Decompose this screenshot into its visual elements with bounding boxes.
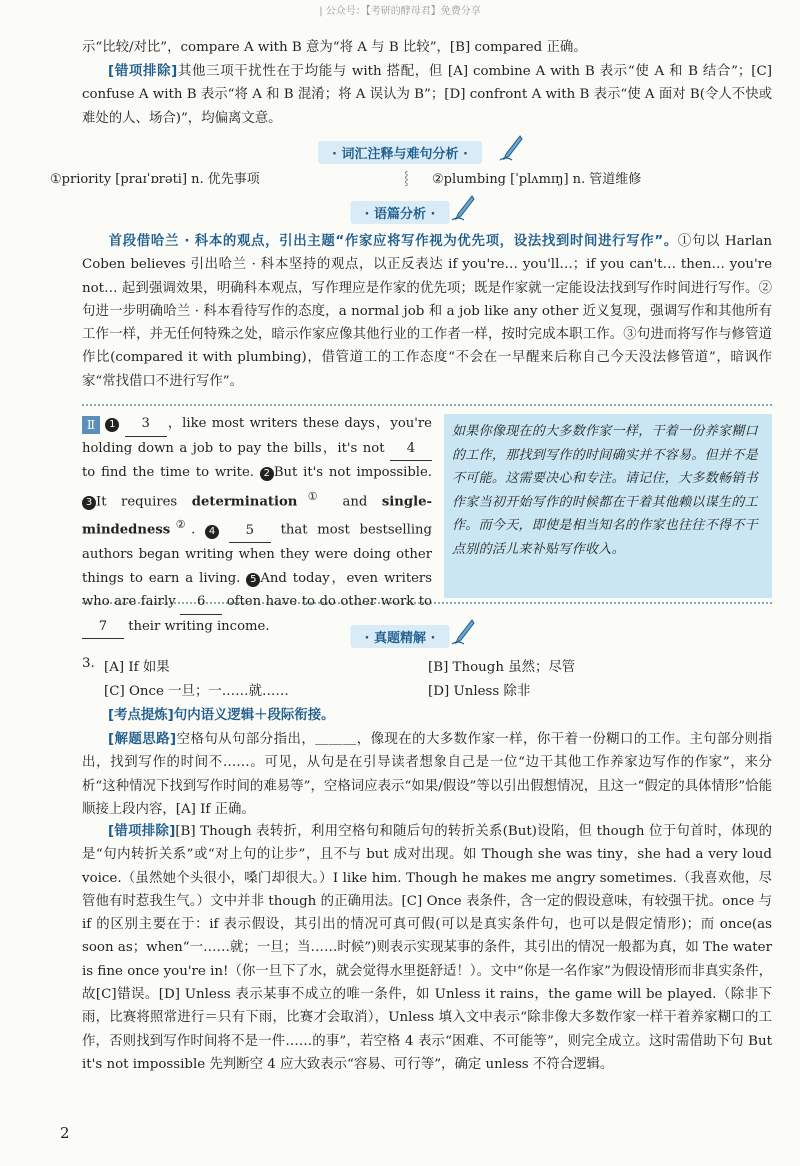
watermark-note: | 公众号：【考研的酵母君】免费分享 bbox=[319, 6, 481, 17]
blank-7[interactable]: 7 bbox=[82, 615, 124, 640]
analysis-paragraph bbox=[82, 230, 772, 393]
passage-translation: 如果你像现在的大多数作家一样，干着一份养家糊口的工作，那找到写作的时间确实并不容易。但并不是不可能。这需要决心和专注。请记住，大多数畅销书作家当初开始写作的时候都在干着其他赖以谋生的工作。而今天，即使是相当知名的作家也往往不得不干点别的活儿来补贴写作收入。 bbox=[444, 414, 772, 598]
blank-3[interactable]: 3 bbox=[125, 412, 167, 437]
section-answer-title: · 真题精解 · bbox=[351, 625, 450, 648]
sentence-5b: often have to do other work to bbox=[226, 594, 432, 610]
option-c[interactable]: [C] Once 一旦；一……就…… bbox=[104, 684, 289, 699]
blank-5[interactable]: 5 bbox=[229, 519, 271, 544]
footnote-mark: ① bbox=[297, 489, 328, 503]
pen-icon bbox=[498, 134, 524, 162]
sentence-1b: to find the time to write. bbox=[82, 465, 254, 480]
vocab-word-determination: determination bbox=[191, 493, 298, 509]
blank-4[interactable]: 4 bbox=[390, 437, 432, 462]
sentence-3b: and bbox=[342, 493, 368, 509]
elimination-label: [错项排除] bbox=[108, 64, 178, 79]
option-a[interactable]: [A] If 如果 bbox=[104, 660, 170, 675]
section-vocab-header bbox=[0, 138, 800, 164]
sentence-number: 5 bbox=[246, 573, 260, 587]
divider-icon: ⸾ bbox=[404, 171, 409, 186]
sentence-5c: their writing income. bbox=[128, 618, 270, 634]
blank-6[interactable]: 6 bbox=[180, 590, 222, 615]
vocab-item-plumbing: ②plumbing [ˈplʌmɪŋ] n. 管道维修 bbox=[432, 172, 642, 187]
footnote-mark: ② bbox=[170, 518, 192, 532]
paragraph-elimination-1 bbox=[82, 60, 772, 130]
vocab-word-single-mindedness: single-mindedness bbox=[82, 493, 432, 538]
key-point-label: [考点提炼] bbox=[108, 708, 174, 723]
pen-icon bbox=[450, 194, 476, 222]
option-d[interactable]: [D] Unless 除非 bbox=[428, 684, 531, 699]
solution-idea-text: 空格句从句部分指出，＿＿＿，像现在的大多数作家一样，你干着一份糊口的工作。主句部分则指出，找到写作的时间不……。可见，从句是在引导读者想象自己是一位“边干其他工作养家边写作的作家”，来分析“这种情况下找到写作时间的难易等”，空格词应表示“如果/假设”等以引出假想情况，且这一“假定的具体情形”恰能顺接上段内容，[A] If 正确。 bbox=[82, 732, 772, 817]
section-text-title: · 语篇分析 · bbox=[351, 201, 450, 224]
analysis-heading: 首段借哈兰 · 科本的观点，引出主题“作家应将写作视为优先项，设法找到时间进行写作”。 bbox=[108, 234, 678, 249]
key-point bbox=[82, 704, 772, 727]
elimination-analysis bbox=[82, 820, 772, 1076]
section-answer-header bbox=[0, 622, 800, 648]
analysis-body: ①句以 Harlan Coben believes 引出哈兰 · 科本坚持的观点，以正反表达 if you're… you'll…；if you can't… then… you're not… 起到强调效果，明确科本观点，写作理应是作家的优先项；既是作家就一定能设法找到写作时间进行写作。②句进一步明确哈兰 · 科本看待写作的态度，a normal job 和 a job like any other 近义复现，强调写作和其他所有工作一样，并无任何特殊之处，暗示作家应像其他行业的工作者一样，按时完成本职工作。③句进而将写作与修管道作比(compared it with plumbing)，借管道工的工作态度“不会在一早醒来后称自己今天没法修管道”，暗讽作家“常找借口不进行写作”。 bbox=[82, 234, 772, 389]
key-point-text: 句内语义逻辑＋段际衔接。 bbox=[173, 708, 335, 723]
elimination-label-2: [错项排除] bbox=[108, 824, 176, 839]
pen-icon bbox=[450, 618, 476, 646]
sentence-number: 1 bbox=[105, 418, 119, 432]
elimination-text-2: [B] Though 表转折，利用空格句和随后句的转折关系(But)设陷，但 though 位于句首时，体现的是“句内转折关系”或“对上句的让步”，且不与 but 成对出现。如 Though she was tiny，she had a very loud voice.（虽然她个头很小，嗓门却很大。）I like him. Though he makes me angry sometimes.（我喜欢他，尽管他有时惹我生气。）文中并非 though 的正确用法。[C] Once 表条件，含一定的假设意味，有较强干扰。once 与 if 的区别主要在于：if 表示假设，其引出的情况可真可假(可以是真实条件句，也可以是假定情形)；而 once(as soon as；when“一……就；一旦；当……时候”)则表示实现某事的条件，其引出的情况一般都为真，如 The water is fine once you're in!（你一旦下了水，就会觉得水里挺舒适！）。文中“你是一名作家”为假设情形而非真实条件，故[C]错误。[D] Unless 表示某事不成立的唯一条件，如 Unless it rains，the game will be played.（除非下雨，比赛将照常进行＝只有下雨，比赛才会取消），Unless 填入文中表示“除非像大多数作家一样干着养家糊口的工作，否则找到写作时间将不是一件……的事”，若空格 4 表示“困难、不可能等”，则完全成立。这时需借助下句 But it's not impossible 先判断空 4 应大致表示“容易、可行等”，确定 unless 不符合逻辑。 bbox=[82, 824, 772, 1072]
page-number: 2 bbox=[60, 1124, 70, 1142]
passage-english: Ⅱ 1 3 ，like most writers these days，you're holding down a job to pay the bills，it's not 4 to find the time to write. 2 But it's not impossible. 3 It requires determination① and single-mindedness②. 4 5 that most bestselling authors began writing when they were doing other things to earn a living. 5 And today，even writers who are fairly 6 often have to do other work to 7 their writing income. bbox=[82, 412, 432, 639]
section-vocab-title: · 词汇注释与难句分析 · bbox=[318, 141, 482, 164]
solution-idea bbox=[82, 728, 772, 821]
sentence-number: 3 bbox=[82, 496, 96, 510]
sentence-1a: ，like most writers these days，you're holding down a job to pay the bills，it's not bbox=[82, 416, 432, 456]
passage-box bbox=[82, 404, 772, 634]
question-number: 3. bbox=[82, 656, 95, 671]
sentence-4: that most bestselling authors began writing when they were doing other things to earn a living. bbox=[82, 522, 432, 586]
sentence-3a: It requires bbox=[96, 493, 178, 509]
paragraph-conclusion: 示“比较/对比”，compare A with B 意为“将 A 与 B 比较”，[B] compared 正确。 bbox=[82, 40, 587, 55]
sentence-5a: And today，even writers who are fairly bbox=[82, 570, 432, 610]
paragraph-marker: Ⅱ bbox=[82, 416, 100, 434]
sentence-number: 4 bbox=[205, 525, 219, 539]
solution-idea-label: [解题思路] bbox=[108, 732, 177, 747]
option-b[interactable]: [B] Though 虽然；尽管 bbox=[428, 660, 576, 675]
section-text-header bbox=[0, 198, 800, 224]
elimination-text: 其他三项干扰性在于均能与 with 搭配，但 [A] combine A with B 表示“使 A 和 B 结合”；[C] confuse A with B 表示“将 A 和 B 混淆；将 A 误认为 B”；[D] confront A with B 表示“使 A 面对 B(令人不快或难处的人、场合)”，均偏离文意。 bbox=[82, 64, 772, 126]
sentence-2: But it's not impossible. bbox=[273, 465, 433, 480]
vocab-item-priority: ①priority [praɪˈɒrəti] n. 优先事项 bbox=[50, 172, 260, 187]
sentence-number: 2 bbox=[260, 467, 274, 481]
